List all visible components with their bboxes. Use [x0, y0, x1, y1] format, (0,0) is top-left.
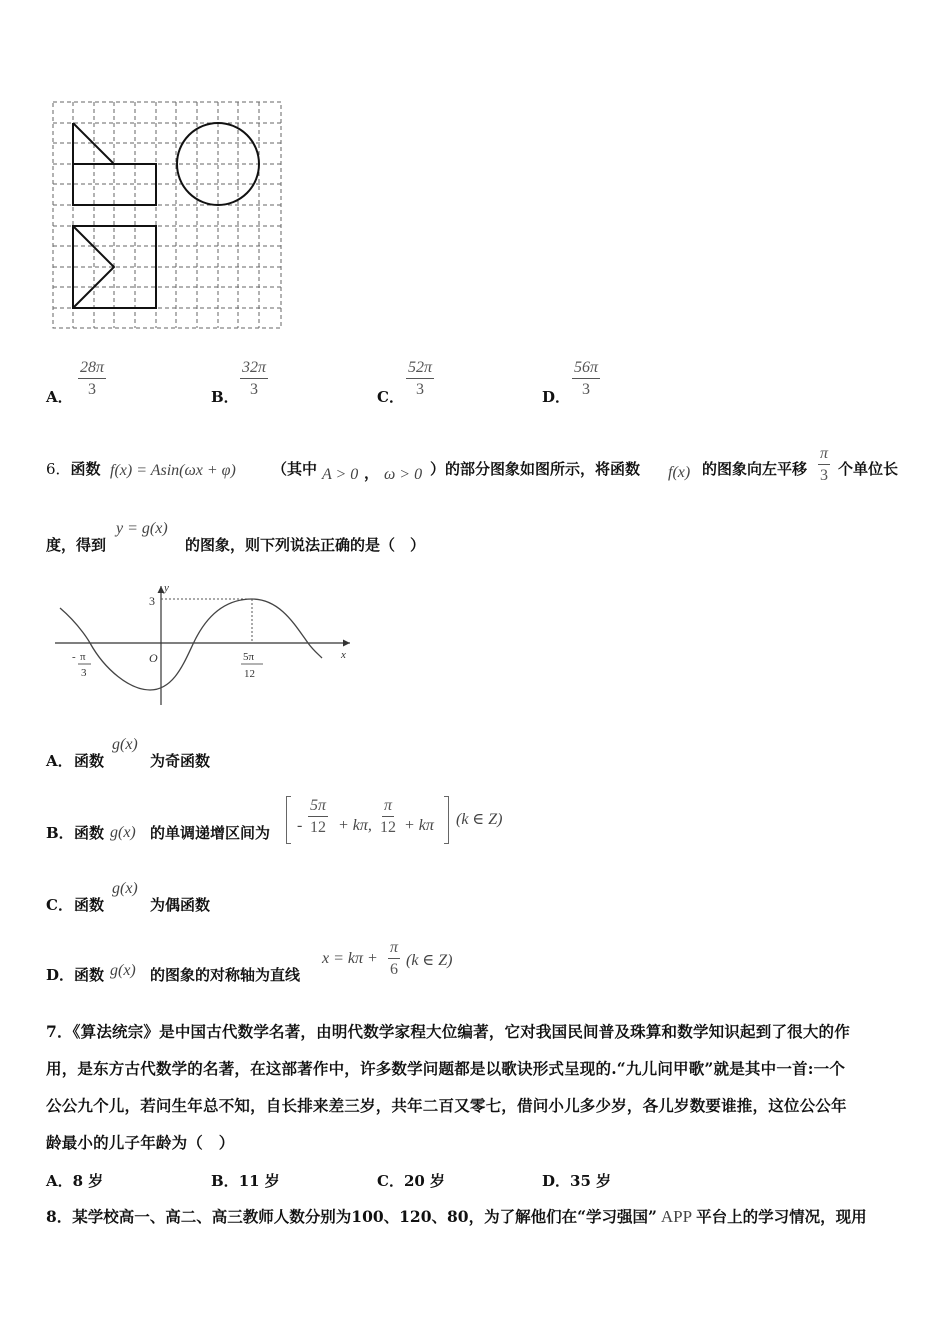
fraction: $\frac{28\pi}{3}$ — [80, 359, 105, 398]
q7-stem: 7．《算法统宗》是中国古代数学名著，由明代数学家程大位编著，它对我国民间普及珠算和数学知识起到了很大的作 用，是东方古代数学的名著，在这部著作中，许多数学问题都是以歌诀形式呈现的.“九儿问甲歌”就是其中一首:一个 公公九个儿，若问生年总不知，自长排来差三岁，共年二百又零七，借问小儿多少岁，各儿岁数要谁推，这位公公年 龄最小的儿子年龄为（ ） — [46, 1022, 850, 1152]
sine-curve — [60, 599, 322, 690]
y-max-label: 3 — [149, 594, 155, 608]
fraction: $\frac{52\pi}{3}$ — [408, 359, 433, 398]
sine-graph — [50, 580, 360, 710]
x-peak-den: 12 — [244, 668, 255, 680]
q6-stem-line1: 6．函数 — [46, 460, 101, 478]
shift-fraction: $\frac{\pi}{3}$ — [820, 445, 829, 484]
x-left-num: π — [80, 651, 86, 663]
origin-label: O — [149, 651, 158, 665]
x-axis-label: x — [341, 649, 346, 661]
q7-option-a[interactable]: A．8 岁 — [46, 1172, 104, 1190]
q6-option-c[interactable]: C． 函数 g(x) 为偶函数 — [46, 880, 211, 914]
x-left-sign: - — [72, 651, 76, 663]
fraction: $\frac{32\pi}{3}$ — [242, 359, 267, 398]
x-left-den: 3 — [81, 667, 87, 679]
q7-option-c[interactable]: C．20 岁 — [377, 1172, 446, 1190]
fraction: $\frac{56\pi}{3}$ — [574, 359, 599, 398]
x-peak-num: 5π — [243, 651, 255, 663]
q8-stem: 8．某学校高一、高二、高三教师人数分别为100、120、80，为了解他们在“学习强国” APP 平台上的学习情况，现用 — [46, 1207, 867, 1226]
three-view-figure — [50, 98, 285, 333]
q6-function-expr: f(x) = Asin(ωx + φ) — [110, 462, 236, 479]
y-axis-label: y — [164, 582, 169, 594]
left-bracket — [286, 796, 291, 844]
q7-option-b[interactable]: B．11 岁 — [211, 1172, 280, 1190]
q7-option-d[interactable]: D．35 岁 — [542, 1172, 612, 1190]
q6-option-a[interactable]: A． 函数 g(x) 为奇函数 — [46, 736, 211, 770]
q6-option-d[interactable]: D． 函数 g(x) 的图象的对称轴为直线 x = kπ + $\frac{\pi}{6}$ (k ∈ Z) — [46, 939, 453, 984]
q6-option-b[interactable]: B． 函数 g(x) 的单调递增区间为 - $\frac{5\pi}{12}$ + kπ, $\frac{\pi}{12}$ + kπ (k ∈ Z) — [46, 797, 503, 842]
right-bracket — [444, 796, 449, 844]
